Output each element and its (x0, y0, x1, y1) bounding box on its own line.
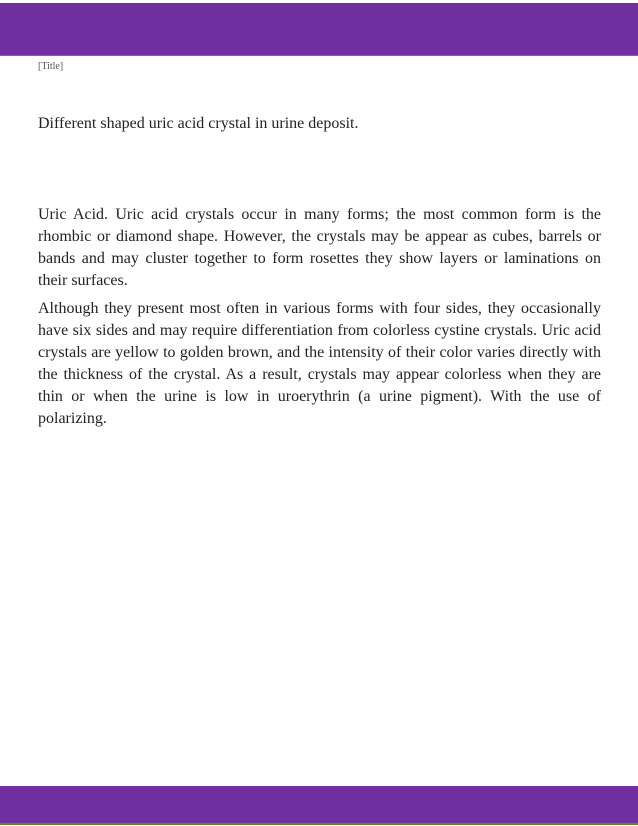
body-text (38, 204, 601, 436)
paragraph-crystal-forms: Although they present most often in various forms with four sides, they occasionally have six sides and may require differentiation from colorless cystine crystals. Uric acid crystals are yellow to golden brown, and the intensity of their color varies directly with the thickness of the crystal. As a result, crystals may appear colorless when they are thin or when the urine is low in uroerythrin (a urine pigment). With the use of polarizing. (38, 300, 601, 427)
footer-band (0, 786, 638, 825)
figure-caption: Different shaped uric acid crystal in urine deposit. (38, 115, 359, 132)
header-band (0, 3, 638, 56)
running-title: [Title] (38, 61, 64, 72)
paragraph-uric-acid: Uric Acid. Uric acid crystals occur in many forms; the most common form is the rhombic or diamond shape. However, the crystals may be appear as cubes, barrels or bands and may cluster together to form rosettes they show layers or laminations on their surfaces. (38, 206, 601, 289)
